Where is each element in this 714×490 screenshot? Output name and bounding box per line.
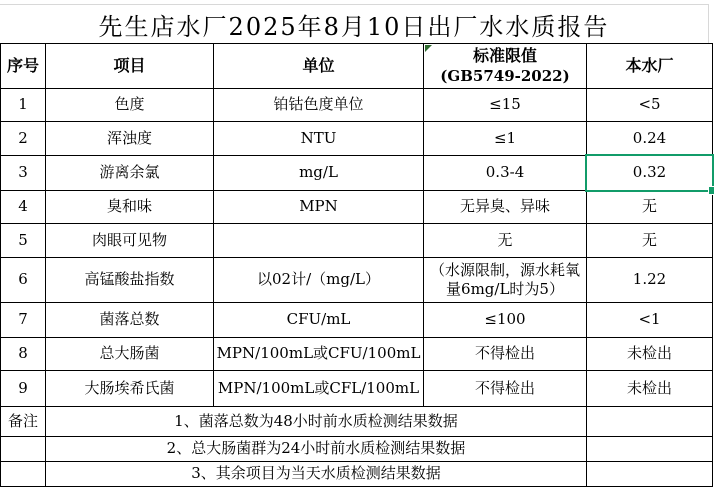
cell-unit[interactable]: mg/L	[214, 156, 424, 191]
cell-no[interactable]: 6	[1, 258, 46, 303]
header-no[interactable]: 序号	[1, 44, 46, 89]
cell-standard[interactable]: 0.3-4	[424, 156, 587, 191]
cell-plant[interactable]: 未检出	[587, 371, 713, 407]
header-row	[1, 44, 713, 89]
cell-no[interactable]: 7	[1, 303, 46, 338]
cell-standard[interactable]: 不得检出	[424, 338, 587, 371]
header-standard-line1: 标准限值	[472, 45, 537, 65]
cell-unit[interactable]: NTU	[214, 122, 424, 156]
cell-unit[interactable]: 以02计/（mg/L）	[214, 258, 424, 303]
header-standard-line2: (GB5749-2022)	[440, 66, 570, 85]
cell-no[interactable]: 4	[1, 191, 46, 224]
cell-item[interactable]: 浑浊度	[46, 122, 214, 156]
report-title-cell[interactable]	[0, 4, 709, 44]
header-standard[interactable]	[424, 44, 587, 89]
cell-unit[interactable]: MPN	[214, 191, 424, 224]
note-item[interactable]: 2、总大肠菌群为24小时前水质检测结果数据	[46, 437, 587, 462]
report-title: 先生店水厂2025年8月10日出厂水水质报告	[98, 13, 610, 41]
cell-plant[interactable]: 未检出	[587, 338, 713, 371]
cell-plant[interactable]: <1	[587, 303, 713, 338]
cell-item[interactable]: 高锰酸盐指数	[46, 258, 214, 303]
table-row	[1, 122, 713, 156]
note-item[interactable]: 1、菌落总数为48小时前水质检测结果数据	[46, 407, 587, 437]
cell-unit[interactable]: MPN/100mL或CFL/100mL	[214, 371, 424, 407]
cell-standard[interactable]: ≤15	[424, 89, 587, 122]
table-row	[1, 224, 713, 258]
cell-item[interactable]: 总大肠菌	[46, 338, 214, 371]
header-unit[interactable]: 单位	[214, 44, 424, 89]
notes-label[interactable]: 备注	[1, 407, 46, 437]
water-quality-table	[0, 43, 713, 487]
cell-item[interactable]: 大肠埃希氏菌	[46, 371, 214, 407]
cell-standard[interactable]: 无	[424, 224, 587, 258]
table-row	[1, 89, 713, 122]
cell-item[interactable]: 臭和味	[46, 191, 214, 224]
cell-item[interactable]: 菌落总数	[46, 303, 214, 338]
notes-label-empty[interactable]	[1, 462, 46, 487]
fill-handle[interactable]	[708, 186, 714, 195]
cell-no[interactable]: 5	[1, 224, 46, 258]
cell-standard[interactable]: 无异臭、异味	[424, 191, 587, 224]
cell-no[interactable]: 3	[1, 156, 46, 191]
cell-item[interactable]: 肉眼可见物	[46, 224, 214, 258]
cell-plant[interactable]: 1.22	[587, 258, 713, 303]
cell-unit-empty[interactable]	[214, 224, 424, 258]
header-plant[interactable]: 本水厂	[587, 44, 713, 89]
cell-no[interactable]: 2	[1, 122, 46, 156]
cell-no[interactable]: 1	[1, 89, 46, 122]
cell-standard[interactable]: ≤100	[424, 303, 587, 338]
notes-row	[1, 407, 713, 437]
cell-unit[interactable]: MPN/100mL或CFU/100mL	[214, 338, 424, 371]
note-item[interactable]: 3、其余项目为当天水质检测结果数据	[46, 462, 587, 487]
table-row	[1, 191, 713, 224]
notes-row	[1, 437, 713, 462]
cell-no[interactable]: 8	[1, 338, 46, 371]
cell-plant-empty[interactable]	[587, 407, 713, 437]
table-row	[1, 371, 713, 407]
table-row	[1, 156, 713, 191]
cell-unit[interactable]: CFU/mL	[214, 303, 424, 338]
cell-unit[interactable]: 铂钴色度单位	[214, 89, 424, 122]
header-item[interactable]: 项目	[46, 44, 214, 89]
cell-plant[interactable]: <5	[587, 89, 713, 122]
cell-item[interactable]: 色度	[46, 89, 214, 122]
table-row	[1, 338, 713, 371]
selected-cell-value: 0.32	[632, 163, 667, 182]
cell-no[interactable]: 9	[1, 371, 46, 407]
table-row	[1, 258, 713, 303]
table-row	[1, 303, 713, 338]
notes-row	[1, 462, 713, 487]
notes-label-empty[interactable]	[1, 437, 46, 462]
cell-standard[interactable]: （水源限制，源水耗氧量6mg/L时为5）	[424, 258, 587, 303]
cell-plant[interactable]: 无	[587, 224, 713, 258]
cell-plant-empty[interactable]	[587, 462, 713, 487]
cell-standard[interactable]: 不得检出	[424, 371, 587, 407]
cell-standard[interactable]: ≤1	[424, 122, 587, 156]
cell-plant[interactable]: 0.24	[587, 122, 713, 156]
selected-cell[interactable]	[587, 156, 713, 191]
cell-plant-empty[interactable]	[587, 437, 713, 462]
cell-item[interactable]: 游离余氯	[46, 156, 214, 191]
cell-plant[interactable]: 无	[587, 191, 713, 224]
